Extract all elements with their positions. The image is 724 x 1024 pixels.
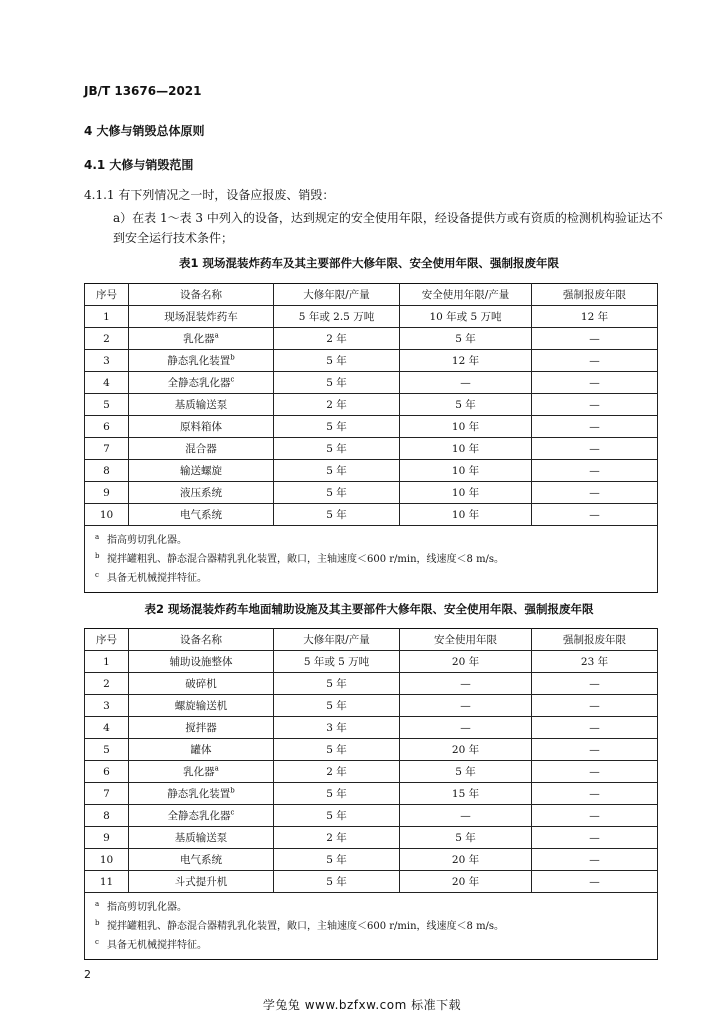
cell-text: 电气系统 xyxy=(180,854,222,866)
cell-text: 5 年 xyxy=(326,487,347,499)
cell-safe xyxy=(400,306,532,328)
footnote-text: 搅拌罐粗乳、静态混合器精乳乳化装置，敞口，主轴速度＜600 r/min，线速度＜8 m/s。 xyxy=(107,921,505,932)
cell-overhaul xyxy=(274,460,400,482)
cell-safe xyxy=(400,438,532,460)
cell-text: 10 年 xyxy=(451,443,480,455)
cell-text: — xyxy=(589,765,600,778)
cell-no xyxy=(85,871,129,893)
cell-no xyxy=(85,438,129,460)
table-row xyxy=(85,871,658,893)
table-row xyxy=(85,695,658,717)
cell-overhaul xyxy=(274,394,400,416)
cell-text: 5 年或 2.5 万吨 xyxy=(298,311,375,323)
table-row xyxy=(85,827,658,849)
cell-text: 静态乳化装置 xyxy=(167,355,231,367)
table1 xyxy=(84,283,658,593)
cell-no xyxy=(85,783,129,805)
cell-text: 5 年 xyxy=(326,443,347,455)
cell-overhaul xyxy=(274,350,400,372)
cell-safe xyxy=(400,695,532,717)
cell-safe xyxy=(400,717,532,739)
cell-name xyxy=(129,416,274,438)
cell-no xyxy=(85,761,129,783)
cell-text: — xyxy=(589,376,600,389)
cell-safe xyxy=(400,504,532,526)
cell-text: 3 年 xyxy=(326,722,347,734)
site-watermark: 学兔兔 www.bzfxw.com 标准下载 xyxy=(262,998,462,1012)
cell-text: 5 年 xyxy=(326,788,347,800)
table1-header-row xyxy=(85,284,658,306)
cell-text: 10 xyxy=(99,853,114,866)
cell-text: — xyxy=(589,809,600,822)
cell-name xyxy=(129,328,274,350)
cell-text: — xyxy=(589,831,600,844)
cell-text: 10 xyxy=(99,508,114,521)
cell-text: 20 年 xyxy=(451,744,480,756)
notes-row xyxy=(85,893,658,960)
cell-text: 2 年 xyxy=(326,766,347,778)
cell-text: 5 年 xyxy=(326,377,347,389)
cell-safe xyxy=(400,783,532,805)
cell-text: 全静态乳化器 xyxy=(167,377,231,389)
cell-overhaul xyxy=(274,328,400,350)
cell-text: 静态乳化装置 xyxy=(167,788,231,800)
cell-scrap xyxy=(532,504,658,526)
cell-text: 9 xyxy=(103,831,110,844)
cell-overhaul xyxy=(274,805,400,827)
footnote-mark: b xyxy=(95,919,100,927)
footnote-mark: a xyxy=(95,533,100,541)
table-row xyxy=(85,805,658,827)
cell-scrap xyxy=(532,350,658,372)
cell-name xyxy=(129,350,274,372)
cell-text: 5 xyxy=(103,743,110,756)
cell-text: — xyxy=(589,853,600,866)
table-row xyxy=(85,673,658,695)
cell-text: 2 年 xyxy=(326,333,347,345)
cell-no xyxy=(85,717,129,739)
cell-no xyxy=(85,306,129,328)
cell-safe xyxy=(400,805,532,827)
cell-text: 10 年 xyxy=(451,421,480,433)
cell-no xyxy=(85,372,129,394)
cell-text: 5 年或 5 万吨 xyxy=(303,656,370,668)
cell-overhaul xyxy=(274,695,400,717)
cell-safe xyxy=(400,460,532,482)
cell-text: 5 年 xyxy=(326,700,347,712)
cell-text: — xyxy=(589,677,600,690)
cell-text: 5 年 xyxy=(455,766,476,778)
cell-overhaul xyxy=(274,761,400,783)
cell-overhaul xyxy=(274,673,400,695)
table1-col-header: 强制报废年限 xyxy=(532,284,658,306)
cell-text: 10 年或 5 万吨 xyxy=(429,311,502,323)
cell-text: 1 xyxy=(103,310,110,323)
cell-text: 9 xyxy=(103,486,110,499)
cell-text: 基质输送泵 xyxy=(174,832,228,844)
footnote xyxy=(95,936,657,955)
cell-text: — xyxy=(589,354,600,367)
footnote-mark: a xyxy=(214,764,219,773)
cell-safe xyxy=(400,350,532,372)
cell-no xyxy=(85,739,129,761)
table-row xyxy=(85,328,658,350)
cell-safe xyxy=(400,651,532,673)
cell-text: 10 年 xyxy=(451,487,480,499)
table-row xyxy=(85,717,658,739)
cell-name xyxy=(129,849,274,871)
cell-scrap xyxy=(532,827,658,849)
table2-col-header: 序号 xyxy=(85,629,129,651)
cell-name xyxy=(129,394,274,416)
cell-text: 20 年 xyxy=(451,854,480,866)
clause-item-a: a）在表 1～表 3 中列入的设备，达到规定的安全使用年限，经设备提供方或有资质的检测机构验证达不到安全运行技术条件； xyxy=(113,211,663,245)
footnote-mark: a xyxy=(214,331,219,340)
cell-name xyxy=(129,695,274,717)
cell-scrap xyxy=(532,416,658,438)
footnote-mark: b xyxy=(95,552,100,560)
footnote-mark: c xyxy=(95,571,99,579)
cell-text: 5 年 xyxy=(326,509,347,521)
cell-name xyxy=(129,306,274,328)
cell-text: — xyxy=(589,420,600,433)
cell-text: 3 xyxy=(103,354,110,367)
cell-safe xyxy=(400,739,532,761)
cell-text: — xyxy=(589,743,600,756)
cell-text: 5 年 xyxy=(326,465,347,477)
table-row xyxy=(85,306,658,328)
table-row xyxy=(85,504,658,526)
cell-overhaul xyxy=(274,438,400,460)
footnote-text: 搅拌罐粗乳、静态混合器精乳乳化装置，敞口，主轴速度＜600 r/min，线速度＜8 m/s。 xyxy=(107,554,505,565)
cell-overhaul xyxy=(274,783,400,805)
cell-safe xyxy=(400,372,532,394)
table-row xyxy=(85,372,658,394)
footnote-mark: a xyxy=(95,900,100,908)
cell-text: 5 年 xyxy=(326,421,347,433)
cell-name xyxy=(129,438,274,460)
cell-safe xyxy=(400,673,532,695)
cell-text: 10 年 xyxy=(451,509,480,521)
cell-safe xyxy=(400,827,532,849)
cell-scrap xyxy=(532,306,658,328)
cell-no xyxy=(85,416,129,438)
cell-text: — xyxy=(460,699,471,712)
cell-safe xyxy=(400,416,532,438)
cell-no xyxy=(85,849,129,871)
cell-scrap xyxy=(532,739,658,761)
cell-name xyxy=(129,482,274,504)
cell-scrap xyxy=(532,438,658,460)
cell-text: 11 xyxy=(99,875,114,888)
table-row xyxy=(85,394,658,416)
cell-text: 12 年 xyxy=(451,355,480,367)
cell-scrap xyxy=(532,717,658,739)
cell-text: 2 xyxy=(103,332,110,345)
cell-text: 8 xyxy=(103,809,110,822)
cell-safe xyxy=(400,761,532,783)
cell-text: — xyxy=(589,508,600,521)
cell-scrap xyxy=(532,328,658,350)
cell-no xyxy=(85,482,129,504)
table-row xyxy=(85,460,658,482)
cell-text: 7 xyxy=(103,442,110,455)
cell-text: — xyxy=(589,442,600,455)
footnote-mark: c xyxy=(230,375,235,384)
cell-overhaul xyxy=(274,739,400,761)
table2-col-header: 设备名称 xyxy=(129,629,274,651)
table1-col-header: 设备名称 xyxy=(129,284,274,306)
cell-text: — xyxy=(589,398,600,411)
cell-text: — xyxy=(589,486,600,499)
cell-scrap xyxy=(532,673,658,695)
cell-text: 罐体 xyxy=(190,744,212,756)
cell-text: 5 年 xyxy=(455,333,476,345)
cell-text: 5 年 xyxy=(326,810,347,822)
cell-name xyxy=(129,504,274,526)
cell-text: 15 年 xyxy=(451,788,480,800)
cell-text: 基质输送泵 xyxy=(174,399,228,411)
footnote-mark: b xyxy=(230,786,235,795)
cell-name xyxy=(129,651,274,673)
cell-scrap xyxy=(532,871,658,893)
cell-name xyxy=(129,460,274,482)
cell-scrap xyxy=(532,460,658,482)
table-row xyxy=(85,438,658,460)
cell-text: 2 年 xyxy=(326,399,347,411)
footnote xyxy=(95,917,657,936)
table-footnotes xyxy=(85,893,658,960)
table2-col-header: 安全使用年限 xyxy=(400,629,532,651)
cell-text: 输送螺旋 xyxy=(180,465,222,477)
cell-text: 电气系统 xyxy=(180,509,222,521)
cell-overhaul xyxy=(274,482,400,504)
cell-text: 5 xyxy=(103,398,110,411)
cell-text: — xyxy=(460,376,471,389)
cell-safe xyxy=(400,328,532,350)
table-row xyxy=(85,350,658,372)
page-number: 2 xyxy=(84,968,91,981)
table1-col-header: 安全使用年限/产量 xyxy=(400,284,532,306)
cell-no xyxy=(85,651,129,673)
cell-text: 20 年 xyxy=(451,656,480,668)
cell-text: — xyxy=(460,809,471,822)
cell-no xyxy=(85,805,129,827)
footnote-text: 具备无机械搅拌特征。 xyxy=(107,573,207,584)
cell-text: 斗式提升机 xyxy=(174,876,228,888)
cell-name xyxy=(129,761,274,783)
cell-text: 现场混装炸药车 xyxy=(164,311,238,323)
cell-text: 3 xyxy=(103,699,110,712)
cell-overhaul xyxy=(274,372,400,394)
cell-text: 10 年 xyxy=(451,465,480,477)
footnote-mark: c xyxy=(95,938,99,946)
cell-no xyxy=(85,350,129,372)
cell-scrap xyxy=(532,372,658,394)
table-row xyxy=(85,416,658,438)
table1-col-header: 大修年限/产量 xyxy=(274,284,400,306)
cell-text: — xyxy=(589,464,600,477)
footnote-text: 具备无机械搅拌特征。 xyxy=(107,940,207,951)
table-row xyxy=(85,739,658,761)
cell-no xyxy=(85,460,129,482)
table2-col-header: 大修年限/产量 xyxy=(274,629,400,651)
notes-row xyxy=(85,526,658,593)
table-row xyxy=(85,783,658,805)
footnote-text: 指高剪切乳化器。 xyxy=(107,535,187,546)
cell-text: — xyxy=(589,699,600,712)
standard-number: JB/T 13676—2021 xyxy=(84,84,202,98)
table1-col-header: 序号 xyxy=(85,284,129,306)
footnote xyxy=(95,898,657,917)
subsection-heading: 4.1 大修与销毁范围 xyxy=(84,158,194,172)
cell-no xyxy=(85,504,129,526)
cell-safe xyxy=(400,394,532,416)
cell-name xyxy=(129,827,274,849)
cell-text: — xyxy=(589,875,600,888)
cell-overhaul xyxy=(274,849,400,871)
cell-text: 5 年 xyxy=(326,355,347,367)
cell-text: 乳化器 xyxy=(183,333,215,345)
cell-scrap xyxy=(532,695,658,717)
cell-name xyxy=(129,717,274,739)
cell-scrap xyxy=(532,394,658,416)
table-row xyxy=(85,482,658,504)
table2-caption: 表2 现场混装炸药车地面辅助设施及其主要部件大修年限、安全使用年限、强制报废年限 xyxy=(144,602,594,616)
cell-text: 螺旋输送机 xyxy=(174,700,228,712)
clause-4-1-1: 4.1.1 有下列情况之一时，设备应报废、销毁： xyxy=(84,188,335,202)
cell-overhaul xyxy=(274,871,400,893)
cell-name xyxy=(129,739,274,761)
cell-text: — xyxy=(460,721,471,734)
cell-text: 4 xyxy=(103,721,110,734)
cell-text: 23 年 xyxy=(580,656,609,668)
footnote xyxy=(95,531,657,550)
cell-text: 辅助设施整体 xyxy=(169,656,233,668)
cell-name xyxy=(129,673,274,695)
cell-text: — xyxy=(589,721,600,734)
cell-text: 液压系统 xyxy=(180,487,222,499)
cell-text: 搅拌器 xyxy=(185,722,217,734)
cell-text: 原料箱体 xyxy=(180,421,222,433)
cell-text: 6 xyxy=(103,420,110,433)
cell-name xyxy=(129,805,274,827)
cell-text: 5 年 xyxy=(326,744,347,756)
cell-text: 2 年 xyxy=(326,832,347,844)
cell-text: — xyxy=(589,787,600,800)
table-row xyxy=(85,651,658,673)
cell-safe xyxy=(400,482,532,504)
cell-scrap xyxy=(532,761,658,783)
cell-no xyxy=(85,695,129,717)
cell-name xyxy=(129,372,274,394)
cell-overhaul xyxy=(274,827,400,849)
cell-no xyxy=(85,328,129,350)
cell-text: 20 年 xyxy=(451,876,480,888)
cell-scrap xyxy=(532,805,658,827)
table2-header-row xyxy=(85,629,658,651)
cell-text: 6 xyxy=(103,765,110,778)
cell-safe xyxy=(400,871,532,893)
cell-no xyxy=(85,827,129,849)
table1-caption: 表1 现场混装炸药车及其主要部件大修年限、安全使用年限、强制报废年限 xyxy=(178,256,559,270)
cell-safe xyxy=(400,849,532,871)
footnote xyxy=(95,550,657,569)
cell-text: 12 年 xyxy=(580,311,609,323)
cell-text: — xyxy=(460,677,471,690)
cell-text: 4 xyxy=(103,376,110,389)
cell-name xyxy=(129,871,274,893)
footnote-mark: c xyxy=(230,808,235,817)
cell-text: 5 年 xyxy=(455,832,476,844)
cell-overhaul xyxy=(274,504,400,526)
table-row xyxy=(85,849,658,871)
cell-scrap xyxy=(532,849,658,871)
cell-overhaul xyxy=(274,306,400,328)
cell-text: 2 xyxy=(103,677,110,690)
cell-scrap xyxy=(532,651,658,673)
cell-overhaul xyxy=(274,651,400,673)
footnote-mark: b xyxy=(230,353,235,362)
cell-text: 全静态乳化器 xyxy=(167,810,231,822)
cell-text: 5 年 xyxy=(326,678,347,690)
cell-name xyxy=(129,783,274,805)
cell-text: 5 年 xyxy=(326,876,347,888)
cell-text: 破碎机 xyxy=(185,678,217,690)
cell-text: — xyxy=(589,332,600,345)
cell-text: 混合器 xyxy=(185,443,217,455)
table2-col-header: 强制报废年限 xyxy=(532,629,658,651)
footnote xyxy=(95,569,657,588)
cell-scrap xyxy=(532,482,658,504)
cell-text: 8 xyxy=(103,464,110,477)
footnote-text: 指高剪切乳化器。 xyxy=(107,902,187,913)
table2 xyxy=(84,628,658,960)
cell-text: 5 年 xyxy=(455,399,476,411)
cell-no xyxy=(85,394,129,416)
cell-text: 1 xyxy=(103,655,110,668)
cell-text: 7 xyxy=(103,787,110,800)
cell-no xyxy=(85,673,129,695)
table-row xyxy=(85,761,658,783)
cell-scrap xyxy=(532,783,658,805)
cell-overhaul xyxy=(274,717,400,739)
cell-text: 乳化器 xyxy=(183,766,215,778)
section-heading: 4 大修与销毁总体原则 xyxy=(84,124,205,138)
cell-overhaul xyxy=(274,416,400,438)
cell-text: 5 年 xyxy=(326,854,347,866)
table-footnotes xyxy=(85,526,658,593)
